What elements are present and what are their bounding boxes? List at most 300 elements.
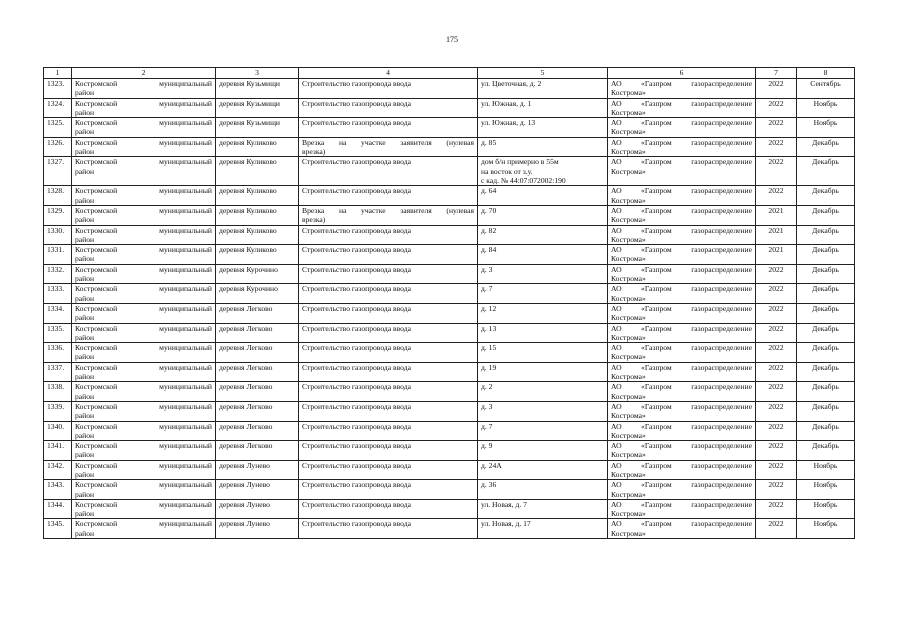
work-cell — [299, 421, 478, 441]
row-number: 1335. — [44, 323, 72, 343]
table-row — [44, 79, 855, 99]
operator-cell — [608, 441, 756, 461]
district-cell — [72, 284, 216, 304]
operator-line: Кострома» — [611, 166, 646, 176]
column-header: 7 — [756, 68, 797, 79]
locality-cell: деревня Кузьмищи — [216, 98, 299, 118]
district-word: район — [75, 352, 95, 362]
operator-cell — [608, 245, 756, 265]
work-cell — [299, 519, 478, 539]
table-row — [44, 264, 855, 284]
work-line: Строительство газопровода ввода — [302, 460, 411, 470]
district-word: Костромской — [75, 362, 118, 372]
row-number: 1337. — [44, 362, 72, 382]
district-word: муниципальный — [159, 303, 212, 313]
district-word: муниципальный — [159, 284, 212, 294]
month-cell: Декабрь — [797, 441, 855, 461]
district-word: муниципальный — [159, 245, 212, 255]
locality-cell: деревня Кузьмищи — [216, 79, 299, 99]
district-cell — [72, 137, 216, 157]
operator-line: Кострома» — [611, 332, 646, 342]
work-cell — [299, 460, 478, 480]
address-cell — [478, 421, 608, 441]
work-cell — [299, 284, 478, 304]
month-cell: Сентябрь — [797, 79, 855, 99]
work-line: Строительство газопровода ввода — [302, 225, 411, 235]
district-word: муниципальный — [159, 499, 212, 509]
locality-cell: деревня Куликово — [216, 137, 299, 157]
year-cell: 2022 — [756, 137, 797, 157]
operator-cell — [608, 323, 756, 343]
work-line: Врезка на участке заявителя (нулевая — [302, 205, 474, 215]
row-number: 1327. — [44, 157, 72, 186]
year-cell: 2022 — [756, 284, 797, 304]
operator-line: АО «Газпром газораспределение — [611, 441, 752, 451]
district-word: муниципальный — [159, 421, 212, 431]
work-cell — [299, 264, 478, 284]
work-cell — [299, 79, 478, 99]
district-word: район — [75, 332, 95, 342]
operator-line: АО «Газпром газораспределение — [611, 186, 752, 196]
address-line: д. 13 — [481, 323, 497, 333]
year-cell: 2022 — [756, 264, 797, 284]
month-cell: Ноябрь — [797, 480, 855, 500]
district-cell — [72, 401, 216, 421]
month-cell: Ноябрь — [797, 519, 855, 539]
locality-cell: деревня Лунево — [216, 460, 299, 480]
page-number: 175 — [446, 35, 458, 44]
year-cell: 2021 — [756, 225, 797, 245]
operator-line: АО «Газпром газораспределение — [611, 343, 752, 353]
address-line: д. 9 — [481, 441, 493, 451]
address-line: с кад. № 44:07:072002:190 — [481, 175, 566, 185]
district-cell — [72, 225, 216, 245]
district-word: район — [75, 489, 95, 499]
year-cell: 2022 — [756, 401, 797, 421]
operator-line: АО «Газпром газораспределение — [611, 98, 752, 108]
year-cell: 2022 — [756, 157, 797, 186]
year-cell: 2022 — [756, 421, 797, 441]
locality-cell: деревня Курочино — [216, 264, 299, 284]
district-cell — [72, 118, 216, 138]
address-line: д. 7 — [481, 421, 493, 431]
district-word: муниципальный — [159, 343, 212, 353]
work-cell — [299, 362, 478, 382]
operator-line: Кострома» — [611, 313, 646, 323]
address-line: д. 2 — [481, 382, 493, 392]
operator-line: Кострома» — [611, 293, 646, 303]
district-cell — [72, 186, 216, 206]
district-word: Костромской — [75, 441, 118, 451]
table-row — [44, 118, 855, 138]
district-word: район — [75, 528, 95, 538]
address-line: д. 19 — [481, 362, 497, 372]
row-number: 1339. — [44, 401, 72, 421]
row-number: 1325. — [44, 118, 72, 138]
table-row — [44, 98, 855, 118]
district-word: район — [75, 372, 95, 382]
row-number: 1330. — [44, 225, 72, 245]
month-cell: Декабрь — [797, 245, 855, 265]
operator-line: АО «Газпром газораспределение — [611, 137, 752, 147]
locality-cell: деревня Легково — [216, 323, 299, 343]
operator-cell — [608, 225, 756, 245]
address-line: д. 64 — [481, 186, 497, 196]
district-word: Костромской — [75, 186, 118, 196]
table-row — [44, 519, 855, 539]
month-cell: Декабрь — [797, 225, 855, 245]
address-cell — [478, 323, 608, 343]
district-word: Костромской — [75, 137, 118, 147]
operator-cell — [608, 284, 756, 304]
row-number: 1329. — [44, 205, 72, 225]
address-line: д. 70 — [481, 205, 497, 215]
operator-line: Кострома» — [611, 147, 646, 157]
operator-line: Кострома» — [611, 372, 646, 382]
district-word: район — [75, 274, 95, 284]
district-word: район — [75, 195, 95, 205]
operator-cell — [608, 499, 756, 519]
district-cell — [72, 362, 216, 382]
address-cell — [478, 225, 608, 245]
district-word: муниципальный — [159, 382, 212, 392]
address-cell — [478, 98, 608, 118]
work-line: врезка) — [302, 147, 326, 157]
year-cell: 2022 — [756, 460, 797, 480]
month-cell: Декабрь — [797, 362, 855, 382]
address-cell — [478, 118, 608, 138]
work-cell — [299, 343, 478, 363]
district-word: муниципальный — [159, 480, 212, 490]
row-number: 1324. — [44, 98, 72, 118]
table-row — [44, 284, 855, 304]
district-word: район — [75, 254, 95, 264]
address-cell — [478, 460, 608, 480]
address-line: ул. Цветочная, д. 2 — [481, 79, 542, 88]
district-word: Костромской — [75, 382, 118, 392]
district-word: Костромской — [75, 157, 118, 167]
district-word: муниципальный — [159, 205, 212, 215]
table-row — [44, 225, 855, 245]
operator-line: Кострома» — [611, 254, 646, 264]
work-cell — [299, 401, 478, 421]
operator-line: Кострома» — [611, 528, 646, 538]
district-word: муниципальный — [159, 362, 212, 372]
year-cell: 2021 — [756, 245, 797, 265]
district-cell — [72, 480, 216, 500]
operator-line: Кострома» — [611, 411, 646, 421]
table-row — [44, 460, 855, 480]
table-row — [44, 480, 855, 500]
row-number: 1344. — [44, 499, 72, 519]
work-cell — [299, 499, 478, 519]
operator-cell — [608, 137, 756, 157]
district-word: Костромской — [75, 205, 118, 215]
address-cell — [478, 401, 608, 421]
district-cell — [72, 382, 216, 402]
address-line: ул. Новая, д. 17 — [481, 519, 531, 529]
row-number: 1331. — [44, 245, 72, 265]
district-word: муниципальный — [159, 98, 212, 108]
district-cell — [72, 157, 216, 186]
operator-cell — [608, 362, 756, 382]
locality-cell: деревня Легково — [216, 421, 299, 441]
address-cell — [478, 519, 608, 539]
operator-line: АО «Газпром газораспределение — [611, 303, 752, 313]
address-cell — [478, 157, 608, 186]
locality-cell: деревня Лунево — [216, 519, 299, 539]
work-line: Строительство газопровода ввода — [302, 499, 411, 509]
district-word: Костромской — [75, 245, 118, 255]
operator-cell — [608, 303, 756, 323]
district-word: Костромской — [75, 225, 118, 235]
operator-line: АО «Газпром газораспределение — [611, 79, 752, 88]
column-header: 2 — [72, 68, 216, 79]
address-cell — [478, 205, 608, 225]
month-cell: Ноябрь — [797, 460, 855, 480]
district-word: муниципальный — [159, 157, 212, 167]
operator-cell — [608, 79, 756, 99]
operator-line: АО «Газпром газораспределение — [611, 382, 752, 392]
operator-cell — [608, 460, 756, 480]
year-cell: 2022 — [756, 303, 797, 323]
district-cell — [72, 79, 216, 99]
district-word: Костромской — [75, 323, 118, 333]
district-word: район — [75, 430, 95, 440]
operator-line: Кострома» — [611, 489, 646, 499]
operator-line: Кострома» — [611, 509, 646, 519]
district-word: Костромской — [75, 79, 118, 88]
district-cell — [72, 499, 216, 519]
work-line: Строительство газопровода ввода — [302, 382, 411, 392]
operator-cell — [608, 118, 756, 138]
year-cell: 2022 — [756, 186, 797, 206]
district-word: муниципальный — [159, 401, 212, 411]
operator-cell — [608, 421, 756, 441]
work-line: Строительство газопровода ввода — [302, 441, 411, 451]
district-cell — [72, 460, 216, 480]
row-number: 1341. — [44, 441, 72, 461]
operator-line: АО «Газпром газораспределение — [611, 157, 752, 167]
address-cell — [478, 245, 608, 265]
district-word: муниципальный — [159, 323, 212, 333]
column-header: 6 — [608, 68, 756, 79]
district-word: район — [75, 147, 95, 157]
row-number: 1323. — [44, 79, 72, 99]
district-cell — [72, 441, 216, 461]
address-cell — [478, 441, 608, 461]
work-line: Строительство газопровода ввода — [302, 118, 411, 128]
row-number: 1342. — [44, 460, 72, 480]
month-cell: Ноябрь — [797, 499, 855, 519]
operator-line: Кострома» — [611, 469, 646, 479]
work-cell — [299, 118, 478, 138]
work-cell — [299, 480, 478, 500]
locality-cell: деревня Легково — [216, 441, 299, 461]
operator-cell — [608, 382, 756, 402]
district-cell — [72, 343, 216, 363]
district-word: муниципальный — [159, 519, 212, 529]
row-number: 1340. — [44, 421, 72, 441]
operator-line: Кострома» — [611, 430, 646, 440]
district-word: район — [75, 469, 95, 479]
table-row — [44, 499, 855, 519]
work-line: Строительство газопровода ввода — [302, 421, 411, 431]
row-number: 1336. — [44, 343, 72, 363]
table-row — [44, 382, 855, 402]
table-row — [44, 323, 855, 343]
district-cell — [72, 421, 216, 441]
operator-line: АО «Газпром газораспределение — [611, 323, 752, 333]
district-word: муниципальный — [159, 225, 212, 235]
work-line: Строительство газопровода ввода — [302, 284, 411, 294]
address-cell — [478, 343, 608, 363]
work-cell — [299, 303, 478, 323]
district-word: район — [75, 391, 95, 401]
address-cell — [478, 284, 608, 304]
operator-cell — [608, 205, 756, 225]
month-cell: Декабрь — [797, 382, 855, 402]
address-cell — [478, 382, 608, 402]
district-cell — [72, 205, 216, 225]
row-number: 1345. — [44, 519, 72, 539]
district-word: Костромской — [75, 98, 118, 108]
month-cell: Декабрь — [797, 264, 855, 284]
address-cell — [478, 362, 608, 382]
address-cell — [478, 480, 608, 500]
district-word: муниципальный — [159, 118, 212, 128]
district-word: район — [75, 127, 95, 137]
operator-line: Кострома» — [611, 391, 646, 401]
work-line: Строительство газопровода ввода — [302, 98, 411, 108]
district-word: район — [75, 88, 95, 98]
locality-cell: деревня Куликово — [216, 157, 299, 186]
district-word: Костромской — [75, 480, 118, 490]
year-cell: 2022 — [756, 343, 797, 363]
year-cell: 2022 — [756, 519, 797, 539]
operator-cell — [608, 401, 756, 421]
locality-cell: деревня Легково — [216, 343, 299, 363]
work-line: Строительство газопровода ввода — [302, 245, 411, 255]
address-line: на восток от з.у. — [481, 166, 533, 176]
year-cell: 2021 — [756, 205, 797, 225]
table-body — [44, 79, 855, 539]
column-header: 1 — [44, 68, 72, 79]
address-cell — [478, 79, 608, 99]
operator-line: Кострома» — [611, 107, 646, 117]
month-cell: Декабрь — [797, 157, 855, 186]
table-row — [44, 137, 855, 157]
work-cell — [299, 157, 478, 186]
operator-line: АО «Газпром газораспределение — [611, 519, 752, 529]
district-word: район — [75, 293, 95, 303]
operator-line: Кострома» — [611, 88, 646, 98]
table-row — [44, 441, 855, 461]
district-word: Костромской — [75, 118, 118, 128]
month-cell: Декабрь — [797, 401, 855, 421]
work-line: Строительство газопровода ввода — [302, 480, 411, 490]
work-cell — [299, 225, 478, 245]
operator-line: Кострома» — [611, 195, 646, 205]
operator-line: АО «Газпром газораспределение — [611, 245, 752, 255]
work-cell — [299, 382, 478, 402]
work-line: Строительство газопровода ввода — [302, 303, 411, 313]
operator-line: АО «Газпром газораспределение — [611, 362, 752, 372]
address-line: д. 24А — [481, 460, 502, 470]
table-row — [44, 343, 855, 363]
district-word: Костромской — [75, 284, 118, 294]
district-cell — [72, 245, 216, 265]
address-line: ул. Южная, д. 1 — [481, 98, 532, 108]
work-cell — [299, 98, 478, 118]
year-cell: 2022 — [756, 323, 797, 343]
table-row — [44, 421, 855, 441]
operator-cell — [608, 157, 756, 186]
locality-cell: деревня Куликово — [216, 186, 299, 206]
month-cell: Ноябрь — [797, 118, 855, 138]
district-word: Костромской — [75, 264, 118, 274]
month-cell: Декабрь — [797, 205, 855, 225]
work-cell — [299, 245, 478, 265]
month-cell: Декабрь — [797, 421, 855, 441]
table-row — [44, 157, 855, 186]
column-header: 5 — [478, 68, 608, 79]
year-cell: 2022 — [756, 362, 797, 382]
work-line: Строительство газопровода ввода — [302, 157, 411, 167]
district-word: муниципальный — [159, 264, 212, 274]
district-cell — [72, 519, 216, 539]
operator-line: АО «Газпром газораспределение — [611, 460, 752, 470]
district-word: Костромской — [75, 460, 118, 470]
operator-line: АО «Газпром газораспределение — [611, 499, 752, 509]
column-header: 3 — [216, 68, 299, 79]
month-cell: Декабрь — [797, 137, 855, 157]
month-cell: Декабрь — [797, 343, 855, 363]
district-word: муниципальный — [159, 460, 212, 470]
month-cell: Декабрь — [797, 284, 855, 304]
locality-cell: деревня Куликово — [216, 225, 299, 245]
district-word: район — [75, 107, 95, 117]
locality-cell: деревня Легково — [216, 382, 299, 402]
locality-cell: деревня Курочино — [216, 284, 299, 304]
address-line: ул. Новая, д. 7 — [481, 499, 527, 509]
address-line: д. 84 — [481, 245, 497, 255]
district-cell — [72, 303, 216, 323]
address-cell — [478, 186, 608, 206]
work-cell — [299, 441, 478, 461]
operator-line: Кострома» — [611, 274, 646, 284]
locality-cell: деревня Куликово — [216, 205, 299, 225]
address-line: дом б/н примерно в 55м — [481, 157, 559, 167]
district-word: Костромской — [75, 499, 118, 509]
row-number: 1326. — [44, 137, 72, 157]
table-row — [44, 205, 855, 225]
address-line: д. 3 — [481, 401, 493, 411]
address-line: д. 3 — [481, 264, 493, 274]
address-line: ул. Южная, д. 13 — [481, 118, 536, 128]
district-cell — [72, 98, 216, 118]
district-word: район — [75, 313, 95, 323]
district-word: муниципальный — [159, 186, 212, 196]
operator-cell — [608, 343, 756, 363]
locality-cell: деревня Легково — [216, 303, 299, 323]
district-word: муниципальный — [159, 441, 212, 451]
address-cell — [478, 499, 608, 519]
month-cell: Ноябрь — [797, 98, 855, 118]
operator-line: АО «Газпром газораспределение — [611, 205, 752, 215]
month-cell: Декабрь — [797, 303, 855, 323]
operator-cell — [608, 264, 756, 284]
